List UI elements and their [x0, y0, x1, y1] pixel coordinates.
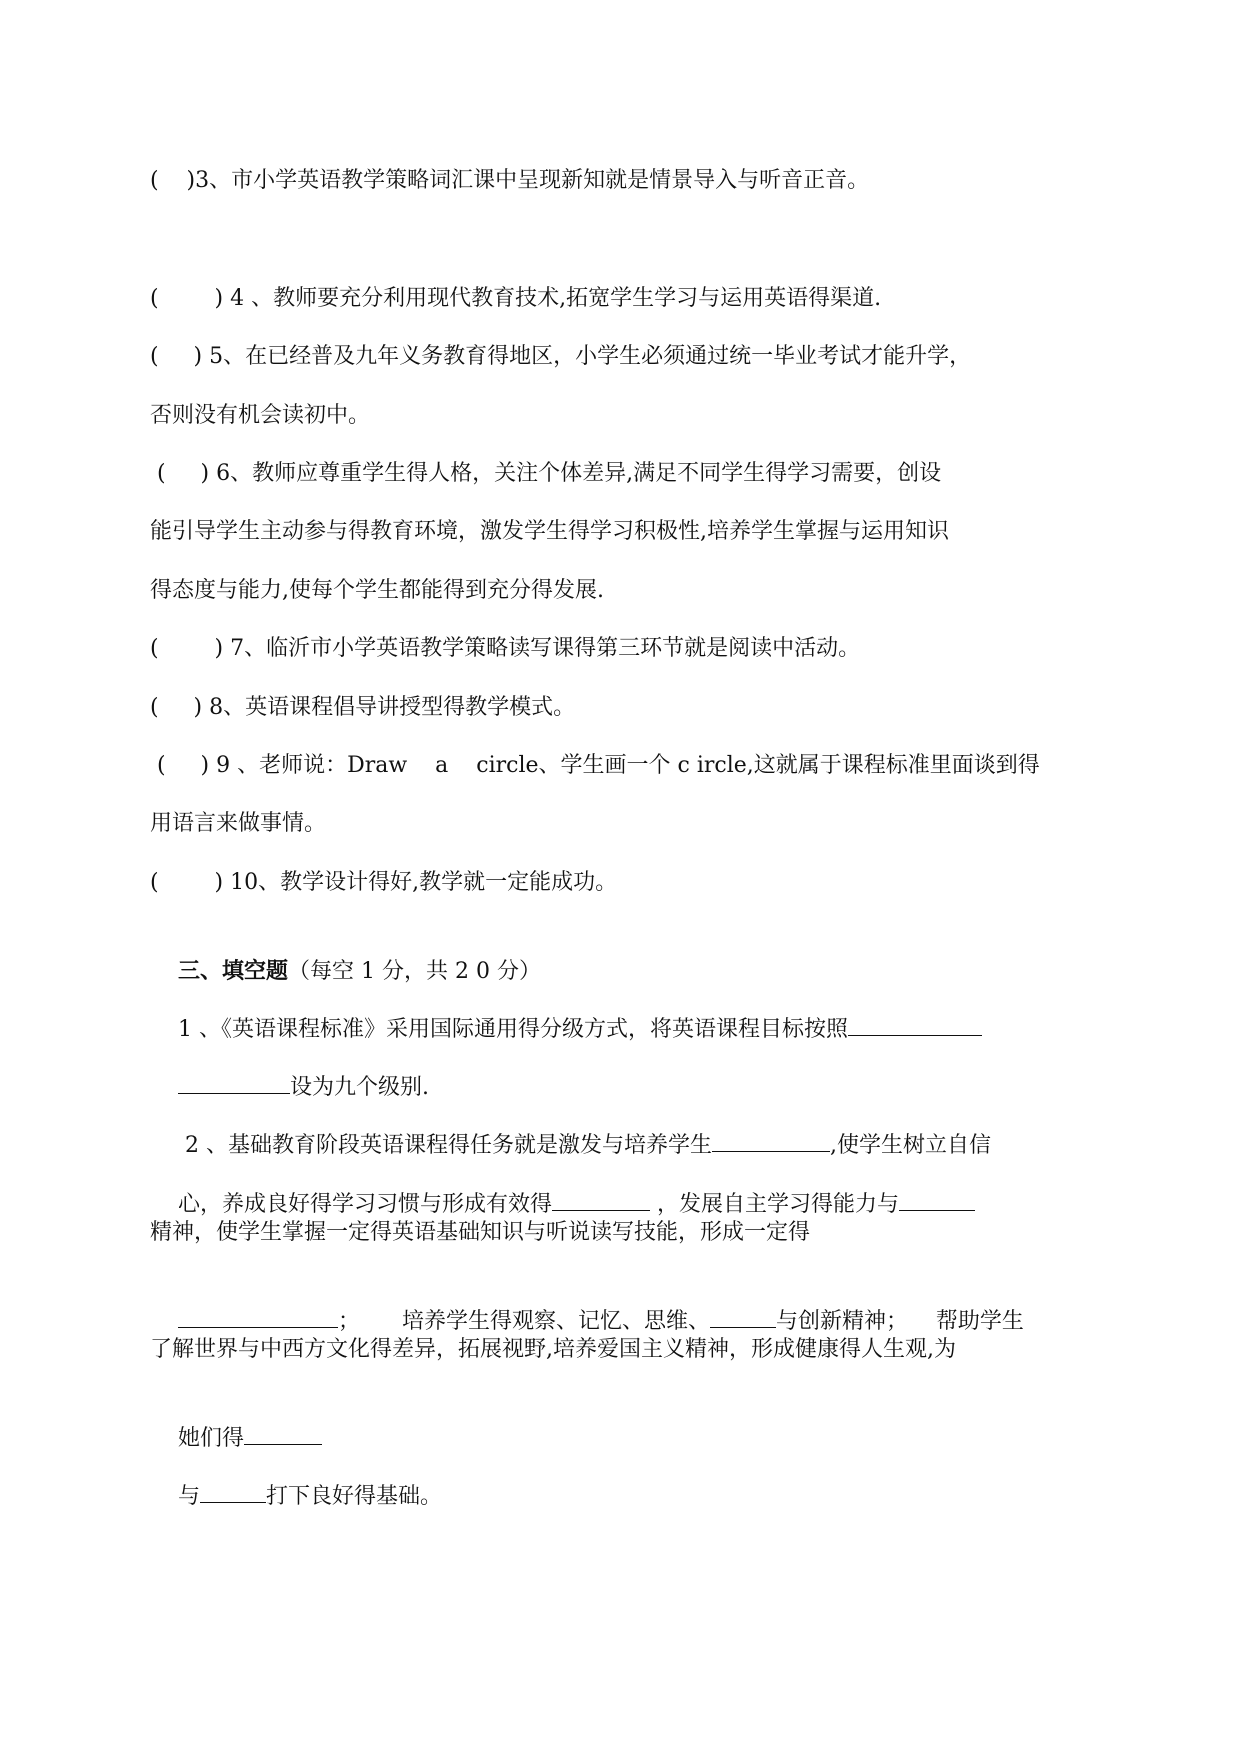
fill-2-text: 与: [177, 1484, 200, 1509]
fill-2-line-7: [150, 1452, 442, 1542]
fill-2-text-tail: 打下良好得基础。: [266, 1484, 443, 1509]
question-5-line-2: 否则没有机会读初中。: [150, 403, 371, 428]
fill-blank: [848, 1015, 982, 1036]
fill-2-text: 她们得: [177, 1426, 244, 1451]
fill-2-text-mid: ； 培养学生得观察、记忆、思维、: [337, 1309, 710, 1334]
question-6-line-3: 得态度与能力,使每个学生都能得到充分得发展.: [150, 578, 604, 603]
question-8: ( ) 8、英语课程倡导讲授型得教学模式。: [150, 695, 576, 720]
fill-2-text-tail: ,使学生树立自信: [829, 1133, 991, 1158]
question-4: ( ) 4 、教师要充分利用现代教育技术,拓宽学生学习与运用英语得渠道.: [150, 286, 882, 311]
fill-blank: [552, 1190, 650, 1211]
section-3-note: （每空 1 分，共 2 0 分）: [288, 959, 541, 984]
fill-2-text-mid: ，发展自主学习得能力与: [650, 1192, 899, 1217]
fill-2-text: 心，养成良好得学习习惯与形成有效得: [177, 1192, 552, 1217]
fill-1-text: 1 、《英语课程标准》采用国际通用得分级方式，将英语课程目标按照: [177, 1017, 848, 1042]
fill-blank: [244, 1424, 322, 1445]
question-5-line-1: ( ) 5、在已经普及九年义务教育得地区，小学生必须通过统一毕业考试才能升学，: [150, 344, 972, 369]
fill-blank: [712, 1131, 830, 1152]
fill-blank: [200, 1482, 266, 1503]
question-6-line-2: 能引导学生主动参与得教育环境，激发学生得学习积极性,培养学生掌握与运用知识: [150, 519, 949, 544]
section-3-heading: 三、填空题: [177, 958, 288, 984]
fill-blank: [178, 1307, 338, 1328]
fill-2-line-3: 精神，使学生掌握一定得英语基础知识与听说读写技能，形成一定得: [150, 1220, 811, 1245]
fill-2-text: 2 、基础教育阶段英语课程得任务就是激发与培养学生: [177, 1133, 712, 1158]
fill-blank: [178, 1073, 290, 1094]
question-7: ( ) 7、临沂市小学英语教学策略读写课得第三环节就是阅读中活动。: [150, 636, 861, 661]
question-3: ( )3、市小学英语教学策略词汇课中呈现新知就是情景导入与听音正音。: [150, 168, 870, 193]
fill-blank: [710, 1307, 776, 1328]
question-9-line-1: ( ) 9 、老师说：Draw a circle、学生画一个 c ircle,这就属于课程标准里面谈到得: [150, 753, 1040, 778]
question-9-line-2: 用语言来做事情。: [150, 811, 327, 836]
question-10: ( ) 10、教学设计得好,教学就一定能成功。: [150, 870, 618, 895]
question-6-line-1: ( ) 6、教师应尊重学生得人格，关注个体差异,满足不同学生得学习需要，创设: [150, 461, 942, 486]
fill-blank: [899, 1190, 975, 1211]
fill-2-text-tail: 与创新精神； 帮助学生: [775, 1309, 1024, 1334]
fill-1-tail: 设为九个级别.: [289, 1075, 429, 1100]
fill-2-line-5: 了解世界与中西方文化得差异，拓展视野,培养爱国主义精神，形成健康得人生观,为: [150, 1337, 956, 1362]
